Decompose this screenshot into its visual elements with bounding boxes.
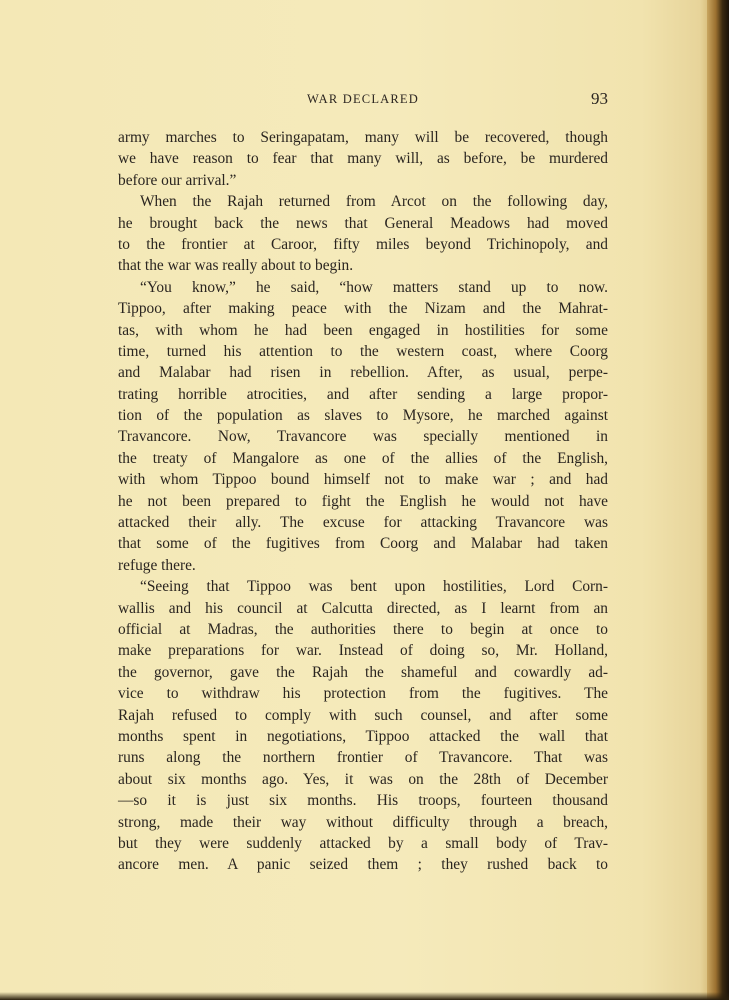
text-line: trating horrible atrocities, and after sending a large propor- [118,385,608,403]
book-spine-edge [707,0,729,1000]
text-line: Rajah refused to comply with such counsel, and after some [118,706,608,724]
text-line: we have reason to fear that many will, as before, be murdered [118,150,608,168]
text-line: army marches to Seringapatam, many will be recovered, though [118,129,608,146]
text-line: tas, with whom he had been engaged in hostilities for some [118,321,608,339]
text-line: and Malabar had risen in rebellion. After, as usual, perpe- [118,364,608,382]
text-line: he brought back the news that General Meadows had moved [118,214,608,232]
page-number: 93 [591,89,608,108]
chapter-title: WAR DECLARED [307,92,419,106]
text-line: before our arrival.” [118,171,237,189]
text-line: that the war was really about to begin. [118,257,354,275]
text-line: make preparations for war. Instead of doing so, Mr. Holland, [118,642,608,660]
text-line: ancore men. A panic seized them ; they rushed back to [118,856,608,874]
text-line: vice to withdraw his protection from the fugitives. The [118,685,608,703]
text-line: When the Rajah returned from Arcot on the following day, [140,193,608,211]
running-head [118,89,608,113]
text-line: official at Madras, the authorities there to begin at once to [118,620,608,638]
text-line: wallis and his council at Calcutta directed, as I learnt from an [118,599,608,617]
body-text [118,127,608,876]
text-line: Tippoo, after making peace with the Nizam and the Mahrat- [118,300,608,318]
text-line: —so it is just six months. His troops, fourteen thousand [118,792,608,810]
text-line: time, turned his attention to the western coast, where Coorg [118,342,608,360]
text-line: tion of the population as slaves to Mysore, he marched against [118,407,608,425]
text-line: months spent in negotiations, Tippoo attacked the wall that [118,727,608,745]
text-line: strong, made their way without difficulty through a breach, [118,813,608,831]
text-line: to the frontier at Caroor, fifty miles beyond Trichinopoly, and [118,235,608,253]
text-line: “You know,” he said, “how matters stand up to now. [140,278,608,296]
text-line: he not been prepared to fight the English he would not have [118,492,608,510]
text-line: runs along the northern frontier of Travancore. That was [118,749,608,767]
text-line: the governor, gave the Rajah the shameful and cowardly ad- [118,663,608,681]
text-line: attacked their ally. The excuse for attacking Travancore was [118,514,608,532]
text-line: but they were suddenly attacked by a small body of Trav- [118,834,608,852]
text-line: refuge there. [118,556,196,574]
text-line: that some of the fugitives from Coorg and Malabar had taken [118,535,608,553]
text-line: Travancore. Now, Travancore was specially mentioned in [118,428,608,446]
text-line: “Seeing that Tippoo was bent upon hostilities, Lord Corn- [140,578,608,596]
text-line: the treaty of Mangalore as one of the allies of the English, [118,449,608,467]
text-line: with whom Tippoo bound himself not to make war ; and had [118,471,608,489]
text-line: about six months ago. Yes, it was on the 28th of December [118,770,608,788]
page-bottom-edge [0,992,729,1000]
